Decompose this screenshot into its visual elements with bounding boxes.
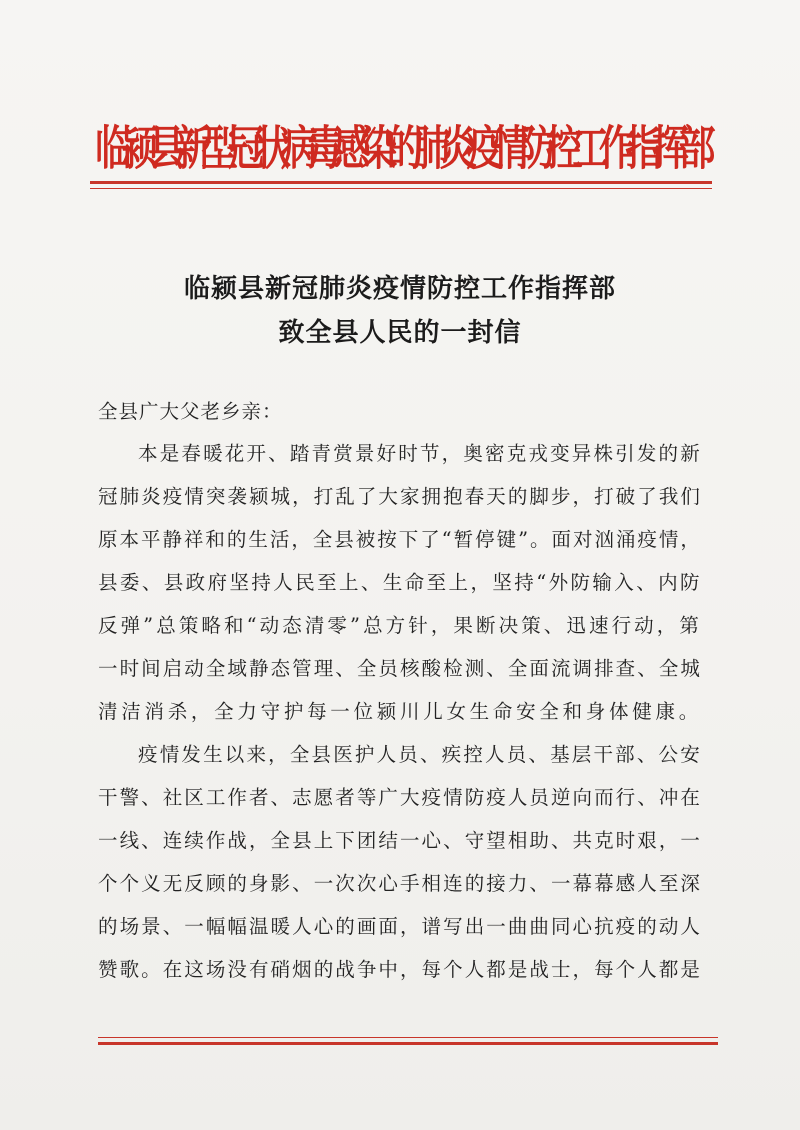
masthead-rule-thin bbox=[90, 188, 712, 189]
paragraph1-line: 一时间启动全域静态管理、全员核酸检测、全面流调排查、全城 bbox=[98, 657, 702, 680]
masthead-rule-thick bbox=[90, 181, 712, 184]
salutation: 全县广大父老乡亲： bbox=[98, 400, 283, 423]
paragraph1-line: 冠肺炎疫情突袭颍城，打乱了大家拥抱春天的脚步，打破了我们 bbox=[98, 485, 702, 508]
paragraph2-line: 赞歌。在这场没有硝烟的战争中，每个人都是战士，每个人都是 bbox=[98, 958, 702, 981]
masthead-title: 临颍县新型冠状病毒感染的肺炎疫情防控工作指挥部 bbox=[95, 119, 705, 176]
paragraph2-line: 个个义无反顾的身影、一次次心手相连的接力、一幕幕感人至深 bbox=[98, 872, 702, 895]
paragraph1-line: 原本平静祥和的生活，全县被按下了“暂停键”。面对汹涌疫情， bbox=[98, 528, 702, 551]
paragraph1-line: 反弹”总策略和“动态清零”总方针，果断决策、迅速行动，第 bbox=[98, 614, 702, 637]
footer-rule-thick bbox=[98, 1042, 718, 1045]
paragraph2-line: 一线、连续作战，全县上下团结一心、守望相助、共克时艰，一 bbox=[98, 829, 702, 852]
letter-title-line2: 致全县人民的一封信 bbox=[278, 318, 522, 348]
paragraph2-line: 疫情发生以来，全县医护人员、疾控人员、基层干部、公安 bbox=[138, 743, 702, 766]
paragraph1-line: 县委、县政府坚持人民至上、生命至上，坚持“外防输入、内防 bbox=[98, 571, 702, 594]
paragraph1-line: 本是春暖花开、踏青赏景好时节，奥密克戎变异株引发的新 bbox=[138, 442, 702, 465]
paragraph1-line: 清洁消杀，全力守护每一位颍川儿女生命安全和身体健康。 bbox=[98, 700, 702, 723]
footer-rule-thin bbox=[98, 1037, 718, 1038]
paragraph2-line: 干警、社区工作者、志愿者等广大疫情防疫人员逆向而行、冲在 bbox=[98, 786, 702, 809]
letter-title-line1: 临颍县新冠肺炎疫情防控工作指挥部 bbox=[183, 274, 616, 304]
red-masthead bbox=[90, 108, 710, 180]
paragraph2-line: 的场景、一幅幅温暖人心的画面，谱写出一曲曲同心抗疫的动人 bbox=[98, 915, 702, 938]
